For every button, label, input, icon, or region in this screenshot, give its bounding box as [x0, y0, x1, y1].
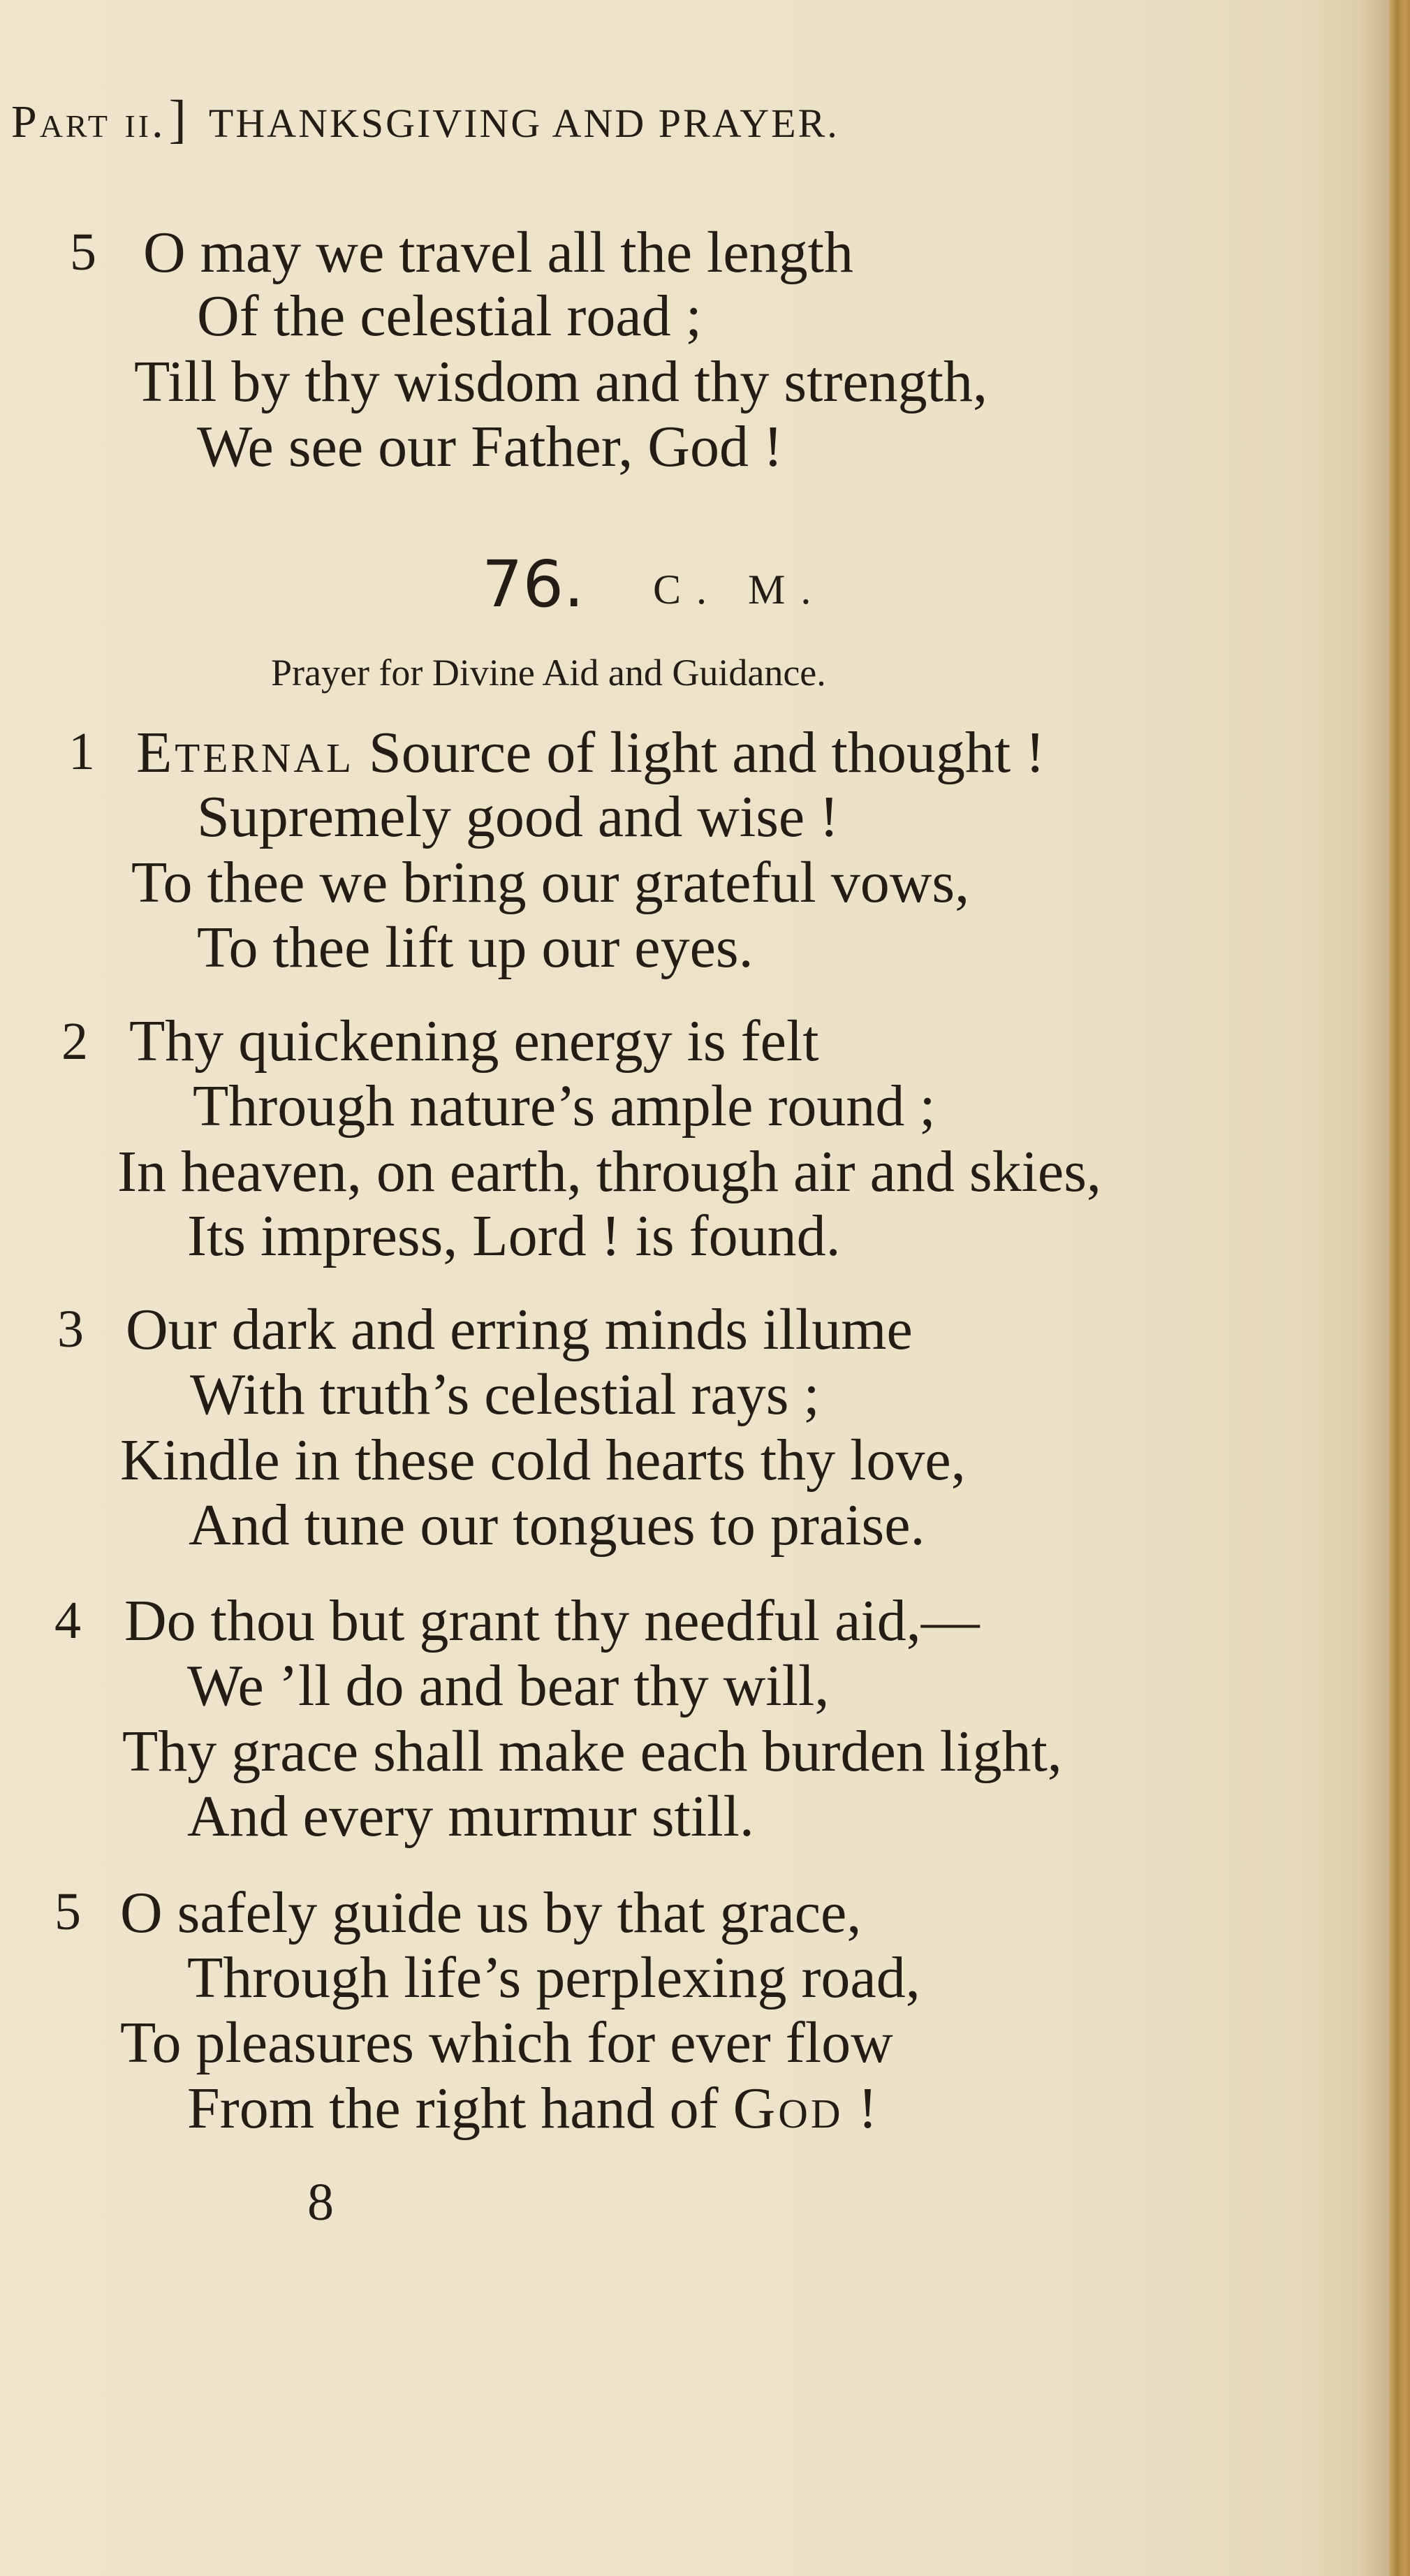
stanza-1-first-word: Eternal	[136, 720, 354, 785]
hymn-title: Prayer for Divine Aid and Guidance.	[271, 652, 826, 694]
stanza-4-line-3: Thy grace shall make each burden light,	[122, 1719, 1062, 1784]
stanza-1-line-1	[136, 720, 1045, 785]
stanza-5-line-3: To pleasures which for ever flow	[120, 2010, 893, 2075]
stanza-5-line-4-end: !	[843, 2076, 878, 2141]
stanza-1-line-3: To thee we bring our grateful vows,	[131, 850, 970, 915]
prev-stanza-line-4: We see our Father, God !	[197, 414, 783, 479]
stanza-1-line-2: Supremely good and wise !	[197, 784, 839, 849]
prev-stanza-line-1: O may we travel all the length	[143, 220, 853, 285]
stanza-4-number: 4	[54, 1591, 81, 1650]
stanza-5-line-2: Through life’s perplexing road,	[187, 1945, 920, 2010]
stanza-4-line-1: Do thou but grant thy needful aid,—	[124, 1588, 980, 1653]
stanza-3-number: 3	[57, 1300, 84, 1359]
page-edge	[1389, 0, 1410, 2576]
stanza-1-line-4: To thee lift up our eyes.	[197, 915, 754, 980]
page-fold-shadow	[1361, 0, 1389, 2576]
signature-mark: 8	[307, 2173, 334, 2232]
running-head-bracket: ]	[168, 90, 188, 149]
stanza-5-line-4	[187, 2076, 878, 2141]
prev-stanza-number: 5	[70, 223, 96, 281]
stanza-5-last-word: God	[733, 2076, 844, 2141]
running-head	[11, 89, 839, 150]
stanza-3-line-1: Our dark and erring minds illume	[126, 1297, 913, 1362]
running-head-part: Part ii.	[11, 96, 166, 147]
prev-stanza-line-3: Till by thy wisdom and thy strength,	[134, 349, 987, 414]
stanza-1-number: 1	[68, 722, 95, 781]
hymn-meter: C. M.	[653, 566, 827, 613]
stanza-3-line-4: And tune our tongues to praise.	[189, 1493, 925, 1558]
stanza-3-line-2: With truth’s celestial rays ;	[190, 1362, 820, 1427]
stanza-2-line-1: Thy quickening energy is felt	[129, 1009, 819, 1074]
stanza-5-number: 5	[54, 1882, 81, 1941]
stanza-2-line-3: In heaven, on earth, through air and skies,	[117, 1139, 1101, 1204]
stanza-5-line-4-start: From the right hand of	[187, 2076, 733, 2141]
stanza-3-line-3: Kindle in these cold hearts thy love,	[120, 1428, 966, 1493]
running-head-title: THANKSGIVING AND PRAYER.	[208, 101, 839, 146]
stanza-2-line-4: Its impress, Lord ! is found.	[187, 1203, 841, 1268]
stanza-2-line-2: Through nature’s ample round ;	[193, 1074, 936, 1139]
stanza-2-number: 2	[61, 1012, 88, 1071]
stanza-4-line-2: We ’ll do and bear thy will,	[187, 1653, 830, 1718]
stanza-1-line-1-rest: Source of light and thought !	[354, 720, 1045, 785]
stanza-5-line-1: O safely guide us by that grace,	[120, 1880, 862, 1945]
hymn-number: 76.	[482, 547, 585, 622]
stanza-4-line-4: And every murmur still.	[187, 1784, 754, 1849]
prev-stanza-line-2: Of the celestial road ;	[197, 284, 703, 349]
